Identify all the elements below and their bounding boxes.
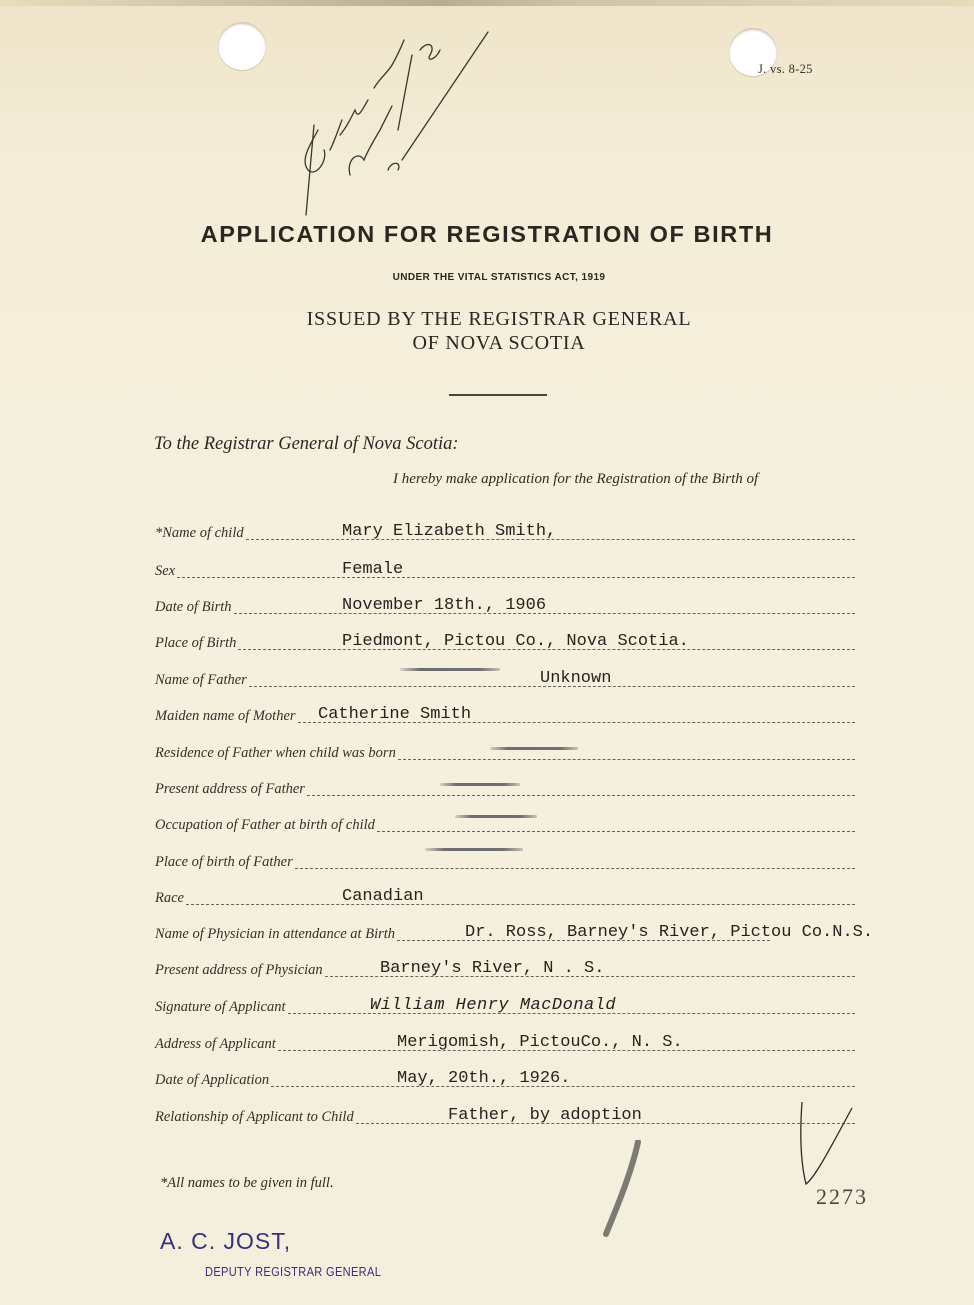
field-value: Father, by adoption: [448, 1106, 642, 1125]
field-dotted-line: [186, 904, 855, 905]
field-row: [155, 1104, 855, 1128]
salutation: To the Registrar General of Nova Scotia:: [154, 434, 459, 454]
field-row: [155, 630, 855, 654]
field-value: Piedmont, Pictou Co., Nova Scotia.: [342, 632, 689, 651]
field-dotted-line: [307, 795, 855, 796]
field-row: [155, 994, 855, 1018]
applicant-signature: William Henry MacDonald: [370, 996, 617, 1015]
paper-top-edge: [0, 0, 974, 6]
field-label: Place of Birth: [155, 635, 237, 651]
field-label: Occupation of Father at birth of child: [155, 817, 375, 833]
field-row: [155, 885, 855, 909]
field-label: *Name of child: [155, 525, 244, 541]
field-label: Present address of Physician: [155, 962, 323, 978]
form-code: J. vs. 8-25: [758, 62, 813, 76]
field-row: [155, 1067, 855, 1091]
stamp-name: A. C. JOST,: [160, 1228, 292, 1254]
issued-by: [0, 307, 974, 355]
form-title: APPLICATION FOR REGISTRATION OF BIRTH: [200, 221, 774, 247]
field-row: [155, 703, 855, 727]
form-subtitle: UNDER THE VITAL STATISTICS ACT, 1919: [392, 272, 606, 283]
field-row: [155, 921, 874, 945]
field-label: Date of Birth: [155, 599, 232, 615]
field-row: [155, 520, 855, 544]
field-value: Dr. Ross, Barney's River, Pictou Co.N.S.: [465, 923, 874, 942]
stamp-title: DEPUTY REGISTRAR GENERAL: [205, 1264, 382, 1279]
strikeout-mark: [440, 783, 520, 786]
field-label: Address of Applicant: [155, 1036, 276, 1052]
field-label: Race: [155, 890, 184, 906]
strikeout-mark: [455, 815, 537, 818]
field-dotted-line: [177, 577, 855, 578]
punch-hole-left: [218, 22, 266, 70]
strikeout-mark: [400, 668, 500, 671]
field-value: May, 20th., 1926.: [397, 1069, 571, 1088]
field-dotted-line: [295, 868, 855, 869]
field-value: Merigomish, PictouCo., N. S.: [397, 1033, 683, 1052]
field-row: [155, 957, 855, 981]
field-row: [155, 667, 855, 691]
field-label: Place of birth of Father: [155, 854, 293, 870]
field-row: [155, 594, 855, 618]
field-dotted-line: [377, 831, 855, 832]
field-value: Catherine Smith: [318, 705, 472, 724]
field-label: Signature of Applicant: [155, 999, 286, 1015]
field-label: Name of Father: [155, 672, 247, 688]
field-label: Name of Physician in attendance at Birth: [155, 926, 396, 942]
field-value: Barney's River, N . S.: [380, 959, 605, 978]
footnote: *All names to be given in full.: [160, 1175, 334, 1191]
issued-by-line-2: OF NOVA SCOTIA: [412, 332, 586, 354]
field-value: November 18th., 1906: [342, 596, 547, 615]
field-value: Mary Elizabeth Smith,: [342, 522, 557, 541]
field-label: Date of Application: [155, 1072, 270, 1088]
check-mark: [790, 1100, 860, 1190]
field-label: Sex: [155, 563, 176, 579]
field-row: [155, 558, 855, 582]
strikeout-mark: [490, 747, 578, 750]
file-number: 2273: [816, 1184, 868, 1209]
field-row: [155, 1031, 855, 1055]
field-row: [155, 776, 855, 800]
field-label: Maiden name of Mother: [155, 708, 296, 724]
issued-by-line-1: ISSUED BY THE REGISTRAR GENERAL: [306, 308, 692, 330]
field-label: Present address of Father: [155, 781, 305, 797]
field-value: Female: [342, 560, 404, 579]
field-label: Residence of Father when child was born: [155, 745, 396, 761]
field-value: Unknown: [540, 669, 612, 688]
header-divider: [449, 394, 547, 396]
handwritten-annotation: [280, 10, 520, 220]
pencil-slash-mark: [598, 1140, 648, 1240]
strikeout-mark: [425, 848, 523, 851]
field-value: Canadian: [342, 887, 424, 906]
intro-text: I hereby make application for the Registration of the Birth of: [393, 471, 759, 487]
field-dotted-line: [398, 759, 855, 760]
field-label: Relationship of Applicant to Child: [155, 1109, 354, 1125]
field-row: [155, 849, 855, 873]
field-row: [155, 740, 855, 764]
